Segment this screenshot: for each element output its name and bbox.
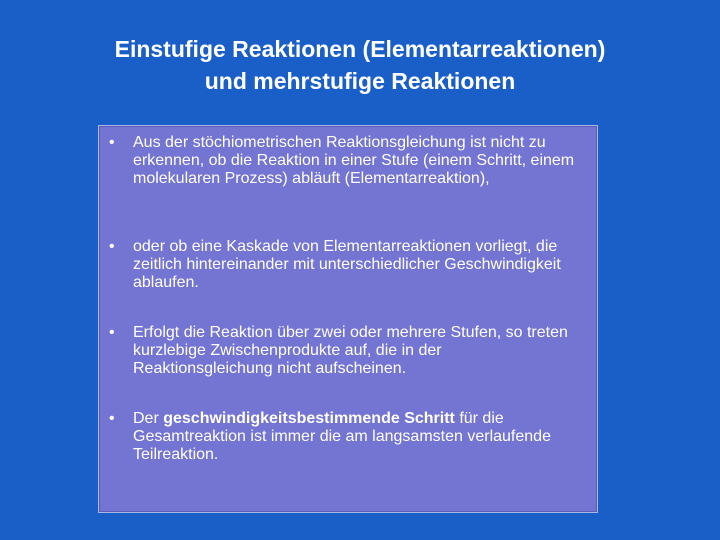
bullet-text-4-bold: geschwindigkeitsbestimmende Schritt (163, 410, 455, 427)
content-box (98, 125, 598, 513)
slide-title (20, 33, 700, 97)
title-line-2: und mehrstufige Reaktionen (204, 68, 516, 94)
bullet-text-1: Aus der stöchiometrischen Reaktionsgleichung ist nicht zu erkennen, ob die Reaktion in einer Stufe (einem Schritt, einem molekularen Prozess) abläuft (Elementarreaktion), (133, 134, 575, 187)
bullet-item-2 (99, 238, 579, 292)
bullet-dot-icon: • (109, 238, 115, 255)
bullet-text-4-after: für die Gesamtreaktion ist immer die am langsamsten verlaufende Teilreaktion. (133, 410, 551, 463)
bullet-dot-icon: • (109, 410, 115, 427)
bullet-text-3: Erfolgt die Reaktion über zwei oder mehrere Stufen, so treten kurzlebige Zwischenprodukte auf, die in der Reaktionsgleichung nicht aufscheinen. (133, 324, 568, 377)
bullet-text-4 (133, 410, 579, 464)
bullet-item-3 (99, 324, 579, 378)
bullet-text-4-before: Der (133, 410, 159, 427)
title-line-1: Einstufige Reaktionen (Elementarreaktionen) (114, 36, 606, 62)
bullet-dot-icon: • (109, 134, 115, 151)
bullet-item-1 (99, 134, 579, 188)
bullet-item-4 (99, 410, 579, 464)
bullet-dot-icon: • (109, 324, 115, 341)
bullet-text-2: oder ob eine Kaskade von Elementarreaktionen vorliegt, die zeitlich hintereinander mit unterschiedlicher Geschwindigkeit ablaufen. (133, 238, 561, 291)
